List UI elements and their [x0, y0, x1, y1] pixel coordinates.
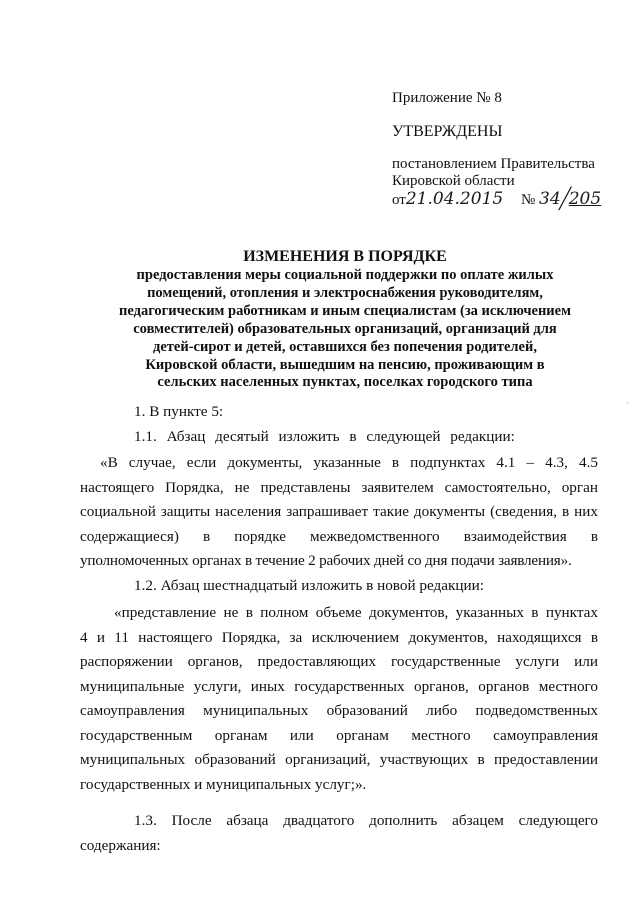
title-sub-line: Кировской области, вышедшим на пенсию, проживающим в [145, 356, 545, 373]
paragraph-1-1-quote [80, 451, 598, 574]
paragraph-line: содержания: [80, 836, 161, 854]
title-sub-line: помещений, отопления и электроснабжения руководителям, [147, 284, 543, 301]
document-title [110, 247, 580, 392]
paragraph-1-2-quote [80, 601, 598, 797]
quote-line: «В случае, если документы, указанные в подпунктах 4.1 – 4.3, 4.5 [100, 454, 598, 471]
quote-line: государственным органам или органам местного самоуправления [80, 726, 598, 744]
quote-line: муниципальных образований организаций, участвующих в предоставлении [80, 751, 598, 768]
paragraph-1: 1. В пункте 5: [134, 403, 224, 420]
quote-line: 4 и 11 настоящего Порядка, за исключением документов, находящихся в [80, 628, 598, 646]
number-prefix: № [520, 192, 536, 208]
quote-line: социальной защиты населения запрашивает такие документы (сведения, в них [80, 503, 598, 520]
quote-line: настоящего Порядка, не представлены заявителем самостоятельно, орган [80, 478, 598, 496]
quote-line: государственных и муниципальных услуг;». [80, 775, 367, 793]
margin-mark: · [626, 398, 629, 408]
decree-line-1: постановлением Правительства [392, 156, 595, 172]
quote-line: распоряжении органов, предоставляющих государственные услуги или [80, 653, 598, 670]
title-sub-line: педагогическим работникам и иным специалистам (за исключением [119, 302, 571, 319]
quote-line: «представление не в полном объеме документов, указанных в пунктах [114, 604, 598, 621]
quote-line: самоуправления муниципальных образований либо подведомственных [80, 702, 598, 719]
title-sub-line: сельских населенных пунктах, поселках городского типа [157, 374, 533, 391]
title-sub-line: предоставления меры социальной поддержки по оплате жилых [136, 267, 554, 283]
paragraph-line: 1.3. После абзаца двадцатого дополнить абзацем следующего [134, 812, 598, 829]
title-sub-line: совместителей) образовательных организаций, организаций для [133, 320, 557, 337]
handwritten-number-a: 34 [539, 189, 561, 209]
decree-line-2: Кировской области [392, 173, 515, 189]
slash-mark: / [558, 181, 572, 216]
title-sub-line: детей-сирот и детей, оставшихся без попечения родителей, [153, 338, 537, 355]
handwritten-date: 21.04.2015 [405, 189, 504, 209]
approved-label: УТВЕРЖДЕНЫ [392, 123, 503, 140]
paragraph-1-1: 1.1. Абзац десятый изложить в следующей редакции: [134, 428, 515, 445]
quote-line: уполномоченных органах в течение 2 рабочих дней со дня подачи заявления». [80, 552, 572, 569]
title-main: ИЗМЕНЕНИЯ В ПОРЯДКЕ [243, 248, 447, 265]
quote-line: содержащиеся) в порядке межведомственного взаимодействия в [80, 527, 598, 545]
paragraph-1-2: 1.2. Абзац шестнадцатый изложить в новой редакции: [134, 577, 484, 594]
paragraph-1-3 [80, 809, 598, 858]
date-prefix: от [392, 192, 406, 208]
quote-line: муниципальные услуги, иных государственных органов, органов местного [80, 677, 598, 695]
appendix-number: Приложение № 8 [392, 90, 502, 106]
handwritten-number-b: 205 [568, 189, 602, 209]
